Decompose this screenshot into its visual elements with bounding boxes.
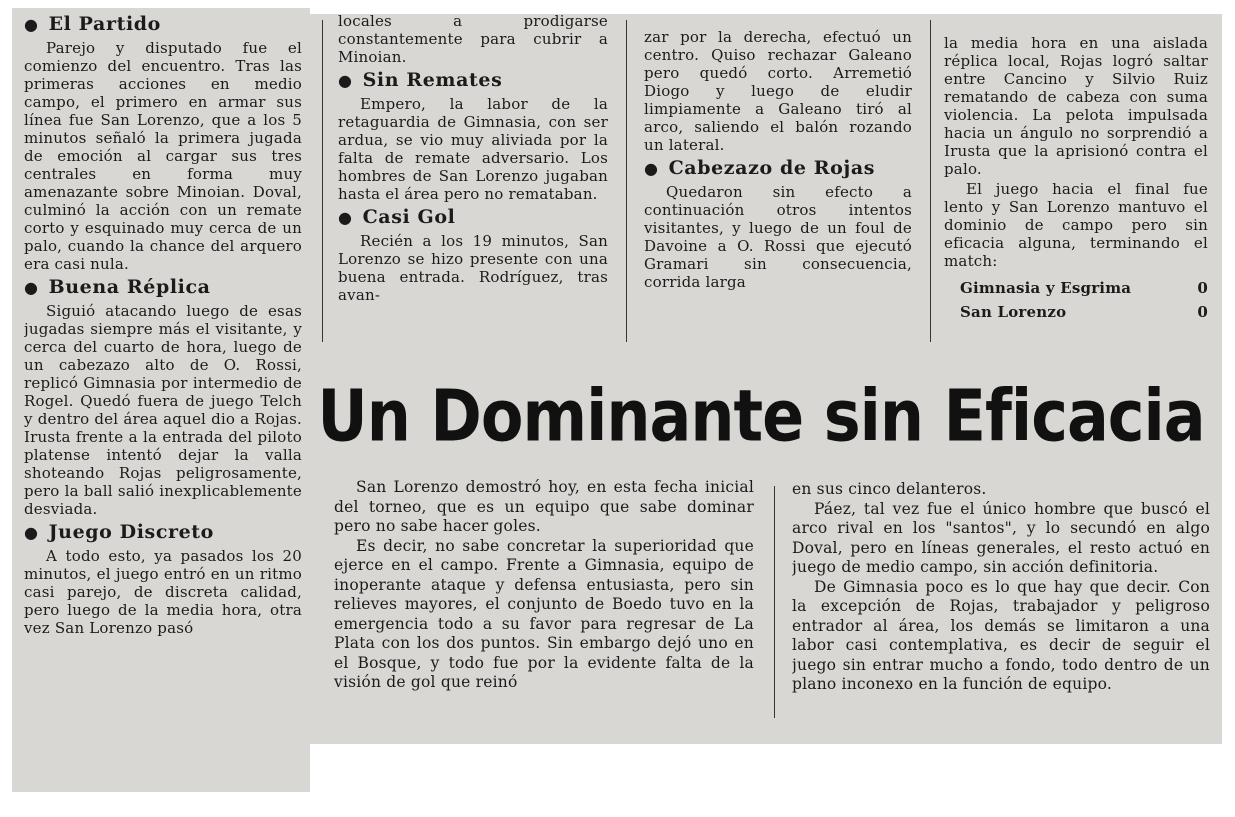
- bullet-icon: ●: [338, 208, 353, 227]
- paragraph: Quedaron sin efecto a continuación otros intentos visitantes, y luego de un foul de Davoine a O. Rossi que ejecutó Gramari sin consecuencia, corrida larga: [644, 183, 912, 291]
- lead-column-right: [792, 480, 1210, 740]
- paragraph: A todo esto, ya pasados los 20 minutos, el juego entró en un ritmo casi parejo, de discreta calidad, pero luego de la media hora, otra vez San Lorenzo pasó: [24, 547, 302, 637]
- paragraph: Parejo y disputado fue el comienzo del encuentro. Tras las primeras acciones en medio campo, el primero en armar sus línea fue San Lorenzo, que a los 5 minutos señaló la primera jugada de emoción al cargar sus tres centrales en forma muy amenazante sobre Minoian. Doval, culminó la acción con un remate corto y esquinado muy cerca de un palo, cuando la chance del arquero era casi nula.: [24, 39, 302, 273]
- bullet-icon: ●: [24, 278, 39, 297]
- article-column-2: [338, 12, 608, 346]
- paragraph: Empero, la labor de la retaguardia de Gimnasia, con ser ardua, se vio muy aliviada por la falta de remate adversario. Los hombres de San Lorenzo jugaban hasta el área pero no remataban.: [338, 95, 608, 203]
- subheading-sin-remates: ● Sin Remates: [338, 69, 503, 91]
- bullet-icon: ●: [338, 71, 353, 90]
- paragraph: Páez, tal vez fue el único hombre que buscó el arco rival en los "santos", y lo secundó en algo Doval, pero en líneas generales, el resto actuó en juego de medio campo, sin acción definitoria.: [792, 499, 1210, 576]
- subheading-el-partido: ● El Partido: [24, 13, 161, 35]
- column-rule: [774, 486, 775, 718]
- bullet-icon: ●: [24, 15, 39, 34]
- paragraph: De Gimnasia poco es lo que hay que decir. Con la excepción de Rojas, trabajador y peligroso entrador al área, los demás se limitaron a una labor casi contemplativa, es decir de seguir el juego sin entrar mucho a fondo, todo dentro de un plano inconexo en la función de equipo.: [792, 577, 1210, 693]
- paragraph: zar por la derecha, efectuó un centro. Quiso rechazar Galeano pero quedó corto. Arremetió Diogo y luego de eludir limpiamente a Galeano tiró al arco, saliendo el balón rozando un lateral.: [644, 28, 912, 154]
- subheading-juego-discreto: ● Juego Discreto: [24, 521, 214, 543]
- article-column-3: [644, 28, 912, 346]
- column-rule: [626, 20, 627, 342]
- column-rule: [930, 20, 931, 342]
- subheading-buena-replica: ● Buena Réplica: [24, 276, 211, 298]
- paragraph: en sus cinco delanteros.: [792, 480, 987, 498]
- paragraph: la media hora en una aislada réplica local, Rojas logró saltar entre Cancino y Silvio Ruiz rematando de cabeza con suma violencia. La pelota impulsada hacia un ángulo no sorprendió a Irusta que la aprisionó contra el palo.: [944, 34, 1208, 178]
- final-score: [944, 276, 1208, 324]
- score-row: Gimnasia y Esgrima 0: [960, 279, 1208, 297]
- article-column-1: [24, 10, 302, 790]
- headline: Un Dominante sin Eficacia: [317, 373, 1205, 457]
- subheading-cabezazo-de-rojas: ● Cabezazo de Rojas: [644, 157, 876, 179]
- paragraph: locales a prodigarse constantemente para cubrir a Minoian.: [338, 12, 608, 66]
- bullet-icon: ●: [644, 159, 659, 178]
- subheading-casi-gol: ● Casi Gol: [338, 206, 456, 228]
- paragraph: El juego hacia el final fue lento y San Lorenzo mantuvo el dominio de campo pero sin eficacia alguna, terminando el match:: [944, 180, 1208, 270]
- column-rule: [322, 20, 323, 342]
- bullet-icon: ●: [24, 523, 39, 542]
- paragraph: Siguió atacando luego de esas jugadas siempre más el visitante, y cerca del cuarto de hora, luego de un cabezazo alto de O. Rossi, replicó Gimnasia por intermedio de Rogel. Quedó fuera de juego Telch y dentro del área aquel dio a Rojas. Irusta frente a la entrada del piloto platense intentó dejar la valla shoteando Rojas peligrosamente, pero la ball salió inexplicablemente desviada.: [24, 302, 302, 518]
- paragraph: Recién a los 19 minutos, San Lorenzo se hizo presente con una buena entrada. Rodríguez, tras avan-: [338, 232, 608, 304]
- paragraph: Es decir, no sabe concretar la superioridad que ejerce en el campo. Frente a Gimnasia, equipo de inoperante ataque y defensa entusiasta, pero sin relieves mayores, el conjunto de Boedo tuvo en la emergencia todo a su favor para regresar de La Plata con los dos puntos. Sin embargo dejó uno en el Bosque, y todo fue por la evidente falta de la visión de gol que reinó: [334, 536, 754, 691]
- article-column-4: [944, 34, 1208, 348]
- score-row: San Lorenzo 0: [960, 303, 1208, 321]
- paragraph: San Lorenzo demostró hoy, en esta fecha inicial del torneo, que es un equipo que sabe dominar pero no sabe hacer goles.: [334, 478, 754, 535]
- lead-column-left: [334, 478, 754, 740]
